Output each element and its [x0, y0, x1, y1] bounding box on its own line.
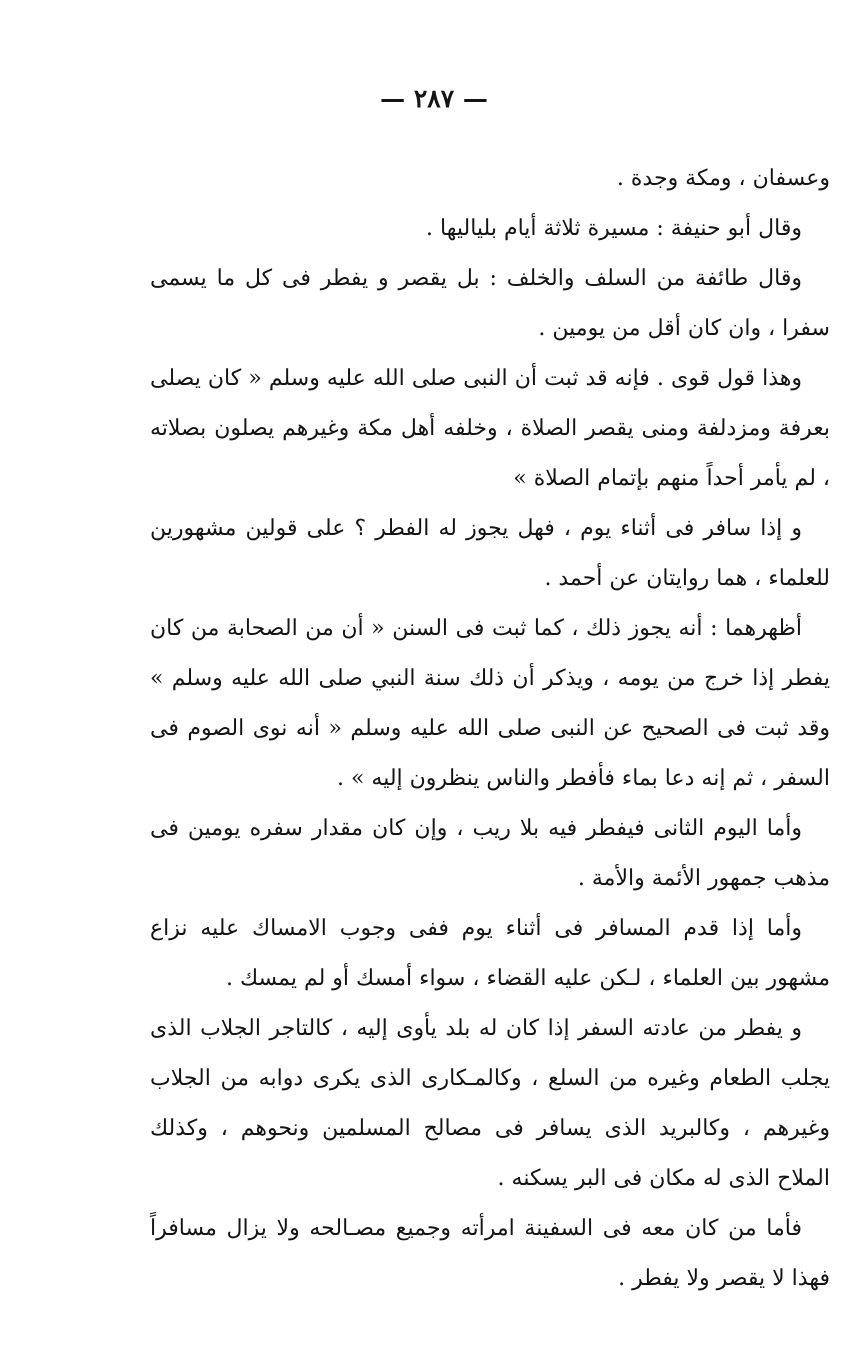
paragraph: وهذا قول قوى . فإنه قد ثبت أن النبى صلى الله عليه وسلم « كان يصلى بعرفة ومزدلفة ومنى يقصر الصلاة ، وخلفه أهل مكة وغيرهم يصلون بصلاته ، لم يأمر أحداً منهم بإتمام الصلاة »: [150, 366, 830, 491]
body-text: [150, 154, 830, 1304]
page-number: — ٢٨٧ —: [380, 84, 488, 113]
paragraph: أظهرهما : أنه يجوز ذلك ، كما ثبت فى السنن « أن من الصحابة من كان يفطر إذا خرج من يومه ، ويذكر أن ذلك سنة النبي صلى الله عليه وسلم » وقد ثبت فى الصحيح عن النبى صلى الله عليه وسلم « أنه نوى الصوم فى السفر ، ثم إنه دعا بماء فأفطر والناس ينظرون إليه » .: [150, 616, 830, 791]
paragraph: وأما إذا قدم المسافر فى أثناء يوم ففى وجوب الامساك عليه نزاع مشهور بين العلماء ، لـكن عليه القضاء ، سواء أمسك أو لم يمسك .: [150, 916, 830, 991]
paragraph: و إذا سافر فى أثناء يوم ، فهل يجوز له الفطر ؟ على قولين مشهورين للعلماء ، هما روايتان عن أحمد .: [150, 516, 830, 591]
paragraph: وأما اليوم الثانى فيفطر فيه بلا ريب ، وإن كان مقدار سفره يومين فى مذهب جمهور الأئمة والأمة .: [150, 816, 830, 891]
paragraph: وقال أبو حنيفة : مسيرة ثلاثة أيام بلياليها .: [426, 216, 802, 241]
paragraph: وعسفان ، ومكة وجدة .: [616, 166, 830, 191]
paragraph: فأما من كان معه فى السفينة امرأته وجميع مصـالحه ولا يزال مسافراً فهذا لا يقصر ولا يفطر .: [150, 1216, 830, 1291]
paragraph: وقال طائفة من السلف والخلف : بل يقصر و يفطر فى كل ما يسمى سفرا ، وان كان أقل من يومين .: [150, 266, 830, 341]
paragraph: و يفطر من عادته السفر إذا كان له بلد يأوى إليه ، كالتاجر الجلاب الذى يجلب الطعام وغيره من السلع ، وكالمـكارى الذى يكرى دوابه من الجلاب وغيرهم ، وكالبريد الذى يسافر فى مصالح المسلمين ونحوهم ، وكذلك الملاح الذى له مكان فى البر يسكنه .: [150, 1016, 830, 1191]
